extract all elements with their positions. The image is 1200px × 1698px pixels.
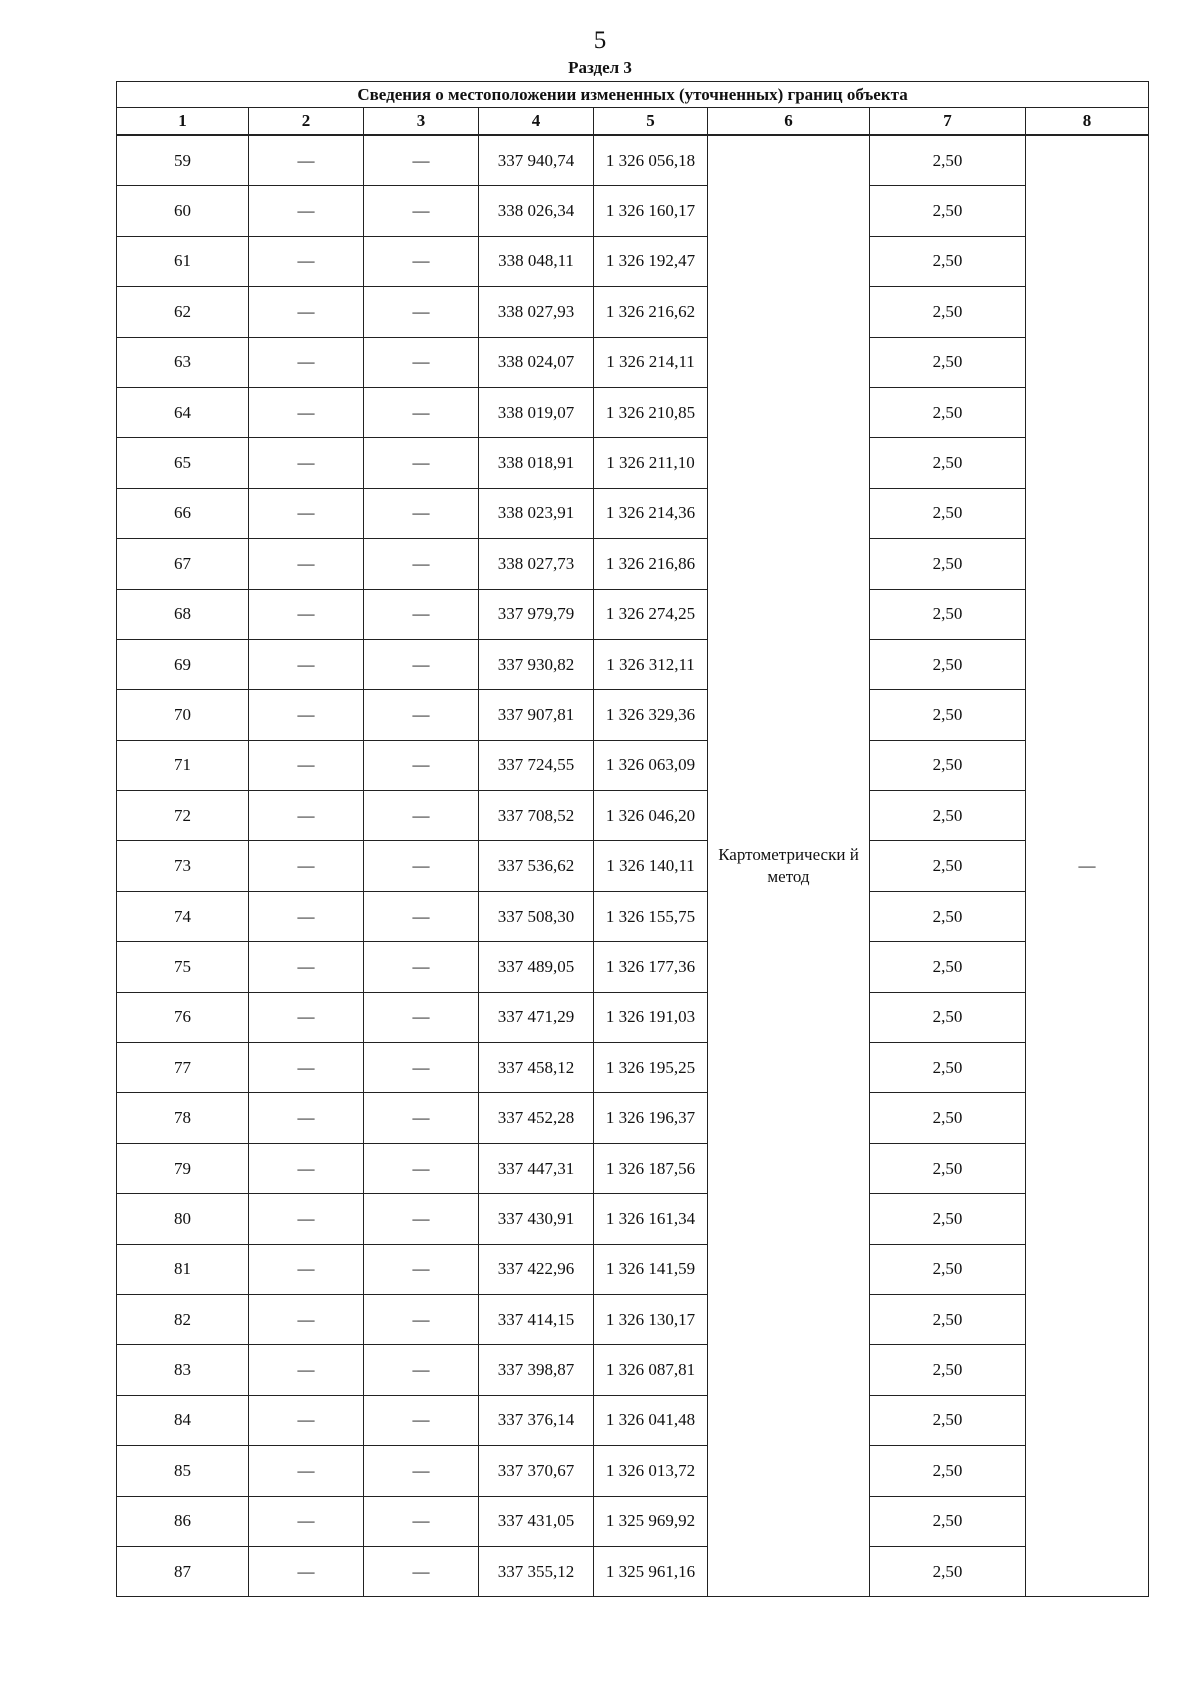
x-coordinate-cell: 337 724,55 — [479, 740, 594, 790]
column-2-cell: — — [249, 135, 364, 186]
table-row — [117, 1244, 1149, 1294]
table-row — [117, 1345, 1149, 1395]
column-2-cell: — — [249, 186, 364, 236]
y-coordinate-cell: 1 326 140,11 — [594, 841, 708, 891]
accuracy-cell: 2,50 — [870, 287, 1026, 337]
point-number-cell: 66 — [117, 488, 249, 538]
accuracy-cell: 2,50 — [870, 589, 1026, 639]
accuracy-cell: 2,50 — [870, 1294, 1026, 1344]
accuracy-cell: 2,50 — [870, 690, 1026, 740]
accuracy-cell: 2,50 — [870, 135, 1026, 186]
y-coordinate-cell: 1 326 013,72 — [594, 1446, 708, 1496]
column-2-cell: — — [249, 589, 364, 639]
x-coordinate-cell: 337 458,12 — [479, 1043, 594, 1093]
x-coordinate-cell: 338 027,73 — [479, 539, 594, 589]
column-2-cell: — — [249, 690, 364, 740]
x-coordinate-cell: 337 907,81 — [479, 690, 594, 740]
x-coordinate-cell: 337 940,74 — [479, 135, 594, 186]
column-2-cell: — — [249, 942, 364, 992]
column-2-cell: — — [249, 740, 364, 790]
table-row — [117, 337, 1149, 387]
y-coordinate-cell: 1 326 155,75 — [594, 891, 708, 941]
x-coordinate-cell: 338 027,93 — [479, 287, 594, 337]
accuracy-cell: 2,50 — [870, 942, 1026, 992]
x-coordinate-cell: 337 708,52 — [479, 791, 594, 841]
y-coordinate-cell: 1 326 214,36 — [594, 488, 708, 538]
y-coordinate-cell: 1 326 274,25 — [594, 589, 708, 639]
column-number: 5 — [594, 108, 708, 136]
x-coordinate-cell: 338 048,11 — [479, 236, 594, 286]
column-2-cell: — — [249, 992, 364, 1042]
determination-method-cell: Картометрически й метод — [708, 135, 870, 1597]
accuracy-cell: 2,50 — [870, 740, 1026, 790]
column-number: 3 — [364, 108, 479, 136]
x-coordinate-cell: 337 930,82 — [479, 639, 594, 689]
point-number-cell: 82 — [117, 1294, 249, 1344]
y-coordinate-cell: 1 326 216,86 — [594, 539, 708, 589]
column-3-cell: — — [364, 1345, 479, 1395]
column-2-cell: — — [249, 387, 364, 437]
column-3-cell: — — [364, 337, 479, 387]
table-row — [117, 1143, 1149, 1193]
y-coordinate-cell: 1 326 312,11 — [594, 639, 708, 689]
point-number-cell: 81 — [117, 1244, 249, 1294]
accuracy-cell: 2,50 — [870, 387, 1026, 437]
table-row — [117, 791, 1149, 841]
column-3-cell: — — [364, 539, 479, 589]
table-row — [117, 287, 1149, 337]
column-2-cell: — — [249, 488, 364, 538]
accuracy-cell: 2,50 — [870, 1143, 1026, 1193]
table-row — [117, 740, 1149, 790]
point-number-cell: 84 — [117, 1395, 249, 1445]
column-3-cell: — — [364, 1546, 479, 1596]
y-coordinate-cell: 1 326 216,62 — [594, 287, 708, 337]
y-coordinate-cell: 1 326 191,03 — [594, 992, 708, 1042]
point-number-cell: 62 — [117, 287, 249, 337]
point-number-cell: 60 — [117, 186, 249, 236]
x-coordinate-cell: 338 018,91 — [479, 438, 594, 488]
point-number-cell: 87 — [117, 1546, 249, 1596]
table-row — [117, 690, 1149, 740]
x-coordinate-cell: 338 019,07 — [479, 387, 594, 437]
table-row — [117, 1496, 1149, 1546]
x-coordinate-cell: 338 026,34 — [479, 186, 594, 236]
column-3-cell: — — [364, 1294, 479, 1344]
table-row — [117, 841, 1149, 891]
accuracy-cell: 2,50 — [870, 841, 1026, 891]
column-3-cell: — — [364, 287, 479, 337]
column-3-cell: — — [364, 1043, 479, 1093]
column-number: 2 — [249, 108, 364, 136]
y-coordinate-cell: 1 326 087,81 — [594, 1345, 708, 1395]
x-coordinate-cell: 337 452,28 — [479, 1093, 594, 1143]
table-row — [117, 1194, 1149, 1244]
point-number-cell: 75 — [117, 942, 249, 992]
point-number-cell: 63 — [117, 337, 249, 387]
point-number-cell: 65 — [117, 438, 249, 488]
accuracy-cell: 2,50 — [870, 1194, 1026, 1244]
accuracy-cell: 2,50 — [870, 992, 1026, 1042]
point-number-cell: 73 — [117, 841, 249, 891]
x-coordinate-cell: 337 414,15 — [479, 1294, 594, 1344]
table-row — [117, 1294, 1149, 1344]
accuracy-cell: 2,50 — [870, 438, 1026, 488]
column-3-cell: — — [364, 1446, 479, 1496]
column-2-cell: — — [249, 1093, 364, 1143]
point-number-cell: 74 — [117, 891, 249, 941]
column-number: 6 — [708, 108, 870, 136]
point-number-cell: 78 — [117, 1093, 249, 1143]
column-2-cell: — — [249, 1043, 364, 1093]
point-number-cell: 70 — [117, 690, 249, 740]
x-coordinate-cell: 338 024,07 — [479, 337, 594, 387]
accuracy-cell: 2,50 — [870, 791, 1026, 841]
column-2-cell: — — [249, 438, 364, 488]
column-2-cell: — — [249, 1546, 364, 1596]
x-coordinate-cell: 337 489,05 — [479, 942, 594, 992]
column-number: 8 — [1026, 108, 1149, 136]
point-number-cell: 59 — [117, 135, 249, 186]
x-coordinate-cell: 337 979,79 — [479, 589, 594, 639]
column-3-cell: — — [364, 740, 479, 790]
point-number-cell: 64 — [117, 387, 249, 437]
column-number-row — [117, 108, 1149, 136]
table-row — [117, 1093, 1149, 1143]
y-coordinate-cell: 1 326 160,17 — [594, 186, 708, 236]
x-coordinate-cell: 337 422,96 — [479, 1244, 594, 1294]
y-coordinate-cell: 1 326 210,85 — [594, 387, 708, 437]
point-number-cell: 79 — [117, 1143, 249, 1193]
x-coordinate-cell: 337 508,30 — [479, 891, 594, 941]
column-3-cell: — — [364, 942, 479, 992]
x-coordinate-cell: 337 447,31 — [479, 1143, 594, 1193]
y-coordinate-cell: 1 326 056,18 — [594, 135, 708, 186]
table-row — [117, 992, 1149, 1042]
column-2-cell: — — [249, 1345, 364, 1395]
x-coordinate-cell: 337 430,91 — [479, 1194, 594, 1244]
y-coordinate-cell: 1 326 161,34 — [594, 1194, 708, 1244]
table-row — [117, 1546, 1149, 1596]
accuracy-cell: 2,50 — [870, 186, 1026, 236]
table-caption: Сведения о местоположении измененных (уточненных) границ объекта — [117, 82, 1149, 108]
y-coordinate-cell: 1 326 196,37 — [594, 1093, 708, 1143]
y-coordinate-cell: 1 326 211,10 — [594, 438, 708, 488]
table-row — [117, 891, 1149, 941]
table-row — [117, 135, 1149, 186]
accuracy-cell: 2,50 — [870, 337, 1026, 387]
column-2-cell: — — [249, 1244, 364, 1294]
column-2-cell: — — [249, 1395, 364, 1445]
column-number: 1 — [117, 108, 249, 136]
column-3-cell: — — [364, 1496, 479, 1546]
column-3-cell: — — [364, 639, 479, 689]
column-3-cell: — — [364, 387, 479, 437]
column-2-cell: — — [249, 1496, 364, 1546]
point-number-cell: 69 — [117, 639, 249, 689]
column-2-cell: — — [249, 1194, 364, 1244]
y-coordinate-cell: 1 326 046,20 — [594, 791, 708, 841]
point-number-cell: 72 — [117, 791, 249, 841]
column-2-cell: — — [249, 337, 364, 387]
table-row — [117, 539, 1149, 589]
accuracy-cell: 2,50 — [870, 1093, 1026, 1143]
x-coordinate-cell: 337 398,87 — [479, 1345, 594, 1395]
table-row — [117, 438, 1149, 488]
column-3-cell: — — [364, 791, 479, 841]
accuracy-cell: 2,50 — [870, 1496, 1026, 1546]
column-2-cell: — — [249, 539, 364, 589]
point-number-cell: 61 — [117, 236, 249, 286]
column-3-cell: — — [364, 186, 479, 236]
column-2-cell: — — [249, 1294, 364, 1344]
x-coordinate-cell: 337 355,12 — [479, 1546, 594, 1596]
table-row — [117, 186, 1149, 236]
accuracy-cell: 2,50 — [870, 1546, 1026, 1596]
table-row — [117, 387, 1149, 437]
column-3-cell: — — [364, 236, 479, 286]
boundary-coordinates-table — [116, 81, 1149, 1597]
accuracy-cell: 2,50 — [870, 891, 1026, 941]
column-3-cell: — — [364, 690, 479, 740]
x-coordinate-cell: 337 376,14 — [479, 1395, 594, 1445]
point-number-cell: 67 — [117, 539, 249, 589]
table-row — [117, 1043, 1149, 1093]
point-number-cell: 71 — [117, 740, 249, 790]
table-row — [117, 942, 1149, 992]
x-coordinate-cell: 337 370,67 — [479, 1446, 594, 1496]
column-2-cell: — — [249, 639, 364, 689]
y-coordinate-cell: 1 326 214,11 — [594, 337, 708, 387]
table-row — [117, 236, 1149, 286]
point-number-cell: 68 — [117, 589, 249, 639]
point-number-cell: 83 — [117, 1345, 249, 1395]
table-row — [117, 589, 1149, 639]
column-3-cell: — — [364, 135, 479, 186]
x-coordinate-cell: 337 431,05 — [479, 1496, 594, 1546]
column-2-cell: — — [249, 287, 364, 337]
column-number: 7 — [870, 108, 1026, 136]
x-coordinate-cell: 337 471,29 — [479, 992, 594, 1042]
accuracy-cell: 2,50 — [870, 236, 1026, 286]
column-2-cell: — — [249, 791, 364, 841]
accuracy-cell: 2,50 — [870, 1345, 1026, 1395]
column-number: 4 — [479, 108, 594, 136]
point-number-cell: 86 — [117, 1496, 249, 1546]
y-coordinate-cell: 1 326 177,36 — [594, 942, 708, 992]
table-row — [117, 639, 1149, 689]
x-coordinate-cell: 338 023,91 — [479, 488, 594, 538]
y-coordinate-cell: 1 326 063,09 — [594, 740, 708, 790]
point-number-cell: 77 — [117, 1043, 249, 1093]
point-number-cell: 85 — [117, 1446, 249, 1496]
column-2-cell: — — [249, 891, 364, 941]
y-coordinate-cell: 1 326 329,36 — [594, 690, 708, 740]
accuracy-cell: 2,50 — [870, 539, 1026, 589]
y-coordinate-cell: 1 326 041,48 — [594, 1395, 708, 1445]
accuracy-cell: 2,50 — [870, 1395, 1026, 1445]
x-coordinate-cell: 337 536,62 — [479, 841, 594, 891]
y-coordinate-cell: 1 326 130,17 — [594, 1294, 708, 1344]
table-row — [117, 488, 1149, 538]
y-coordinate-cell: 1 326 141,59 — [594, 1244, 708, 1294]
y-coordinate-cell: 1 326 192,47 — [594, 236, 708, 286]
column-2-cell: — — [249, 1446, 364, 1496]
y-coordinate-cell: 1 325 969,92 — [594, 1496, 708, 1546]
page-number: 5 — [593, 27, 607, 54]
point-number-cell: 76 — [117, 992, 249, 1042]
column-3-cell: — — [364, 1143, 479, 1193]
y-coordinate-cell: 1 326 195,25 — [594, 1043, 708, 1093]
accuracy-cell: 2,50 — [870, 488, 1026, 538]
accuracy-cell: 2,50 — [870, 1043, 1026, 1093]
column-3-cell: — — [364, 891, 479, 941]
table-body — [117, 135, 1149, 1597]
column-2-cell: — — [249, 236, 364, 286]
column-3-cell: — — [364, 1194, 479, 1244]
column-3-cell: — — [364, 841, 479, 891]
column-3-cell: — — [364, 438, 479, 488]
column-3-cell: — — [364, 589, 479, 639]
column-3-cell: — — [364, 1395, 479, 1445]
table-row — [117, 1446, 1149, 1496]
column-3-cell: — — [364, 488, 479, 538]
column-3-cell: — — [364, 992, 479, 1042]
column-2-cell: — — [249, 841, 364, 891]
y-coordinate-cell: 1 325 961,16 — [594, 1546, 708, 1596]
y-coordinate-cell: 1 326 187,56 — [594, 1143, 708, 1193]
table-row — [117, 1395, 1149, 1445]
section-title: Раздел 3 — [568, 58, 632, 77]
accuracy-cell: 2,50 — [870, 639, 1026, 689]
accuracy-cell: 2,50 — [870, 1446, 1026, 1496]
column-2-cell: — — [249, 1143, 364, 1193]
column-8-cell: — — [1026, 135, 1149, 1597]
column-3-cell: — — [364, 1093, 479, 1143]
point-number-cell: 80 — [117, 1194, 249, 1244]
column-3-cell: — — [364, 1244, 479, 1294]
accuracy-cell: 2,50 — [870, 1244, 1026, 1294]
